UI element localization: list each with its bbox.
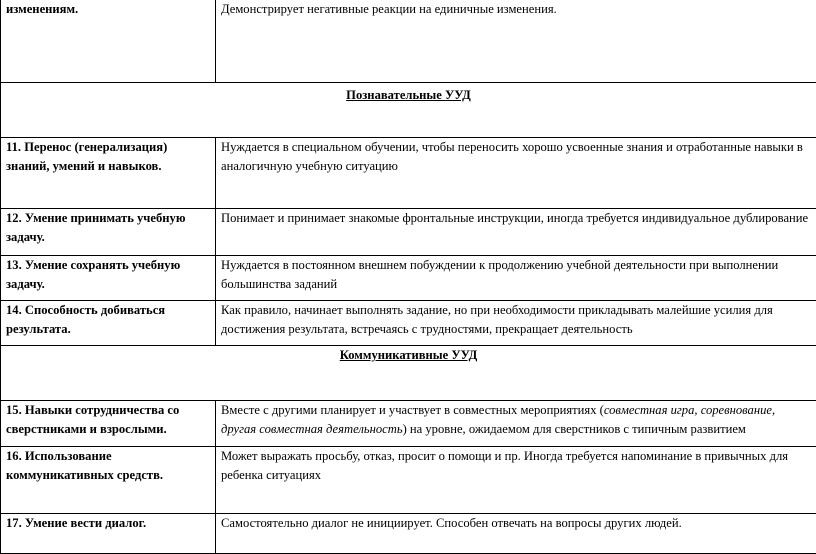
table-row: [1, 256, 816, 301]
section-heading-communicative: Коммуникативные УУД: [1, 346, 816, 401]
criterion-description: Нуждается в специальном обучении, чтобы переносить хорошо усвоенные знания и отработанные навыки в аналогичную учебную ситуацию: [216, 138, 816, 209]
criterion-description: Понимает и принимает знакомые фронтальные инструкции, иногда требуется индивидуальное дублирование: [216, 209, 816, 256]
criterion-label: 16. Использование коммуникативных средств.: [1, 447, 216, 514]
criterion-description: Демонстрирует негативные реакции на единичные изменения.: [216, 0, 816, 83]
section-row: [1, 346, 816, 401]
criterion-label: изменениям.: [1, 0, 216, 83]
criterion-label: 13. Умение сохранять учебную задачу.: [1, 256, 216, 301]
table-row: [1, 138, 816, 209]
criterion-description: Нуждается в постоянном внешнем побуждении к продолжению учебной деятельности при выполнении большинства заданий: [216, 256, 816, 301]
criterion-label: 12. Умение принимать учебную задачу.: [1, 209, 216, 256]
criterion-description: Как правило, начинает выполнять задание, но при необходимости прикладывать малейшие усилия для достижения результата, встречаясь с трудностями, прекращает деятельность: [216, 301, 816, 346]
table-row: [1, 401, 816, 447]
description-italic-text: совместная игра, соревнование, другая совместная деятельность: [221, 403, 775, 436]
criterion-label: 17. Умение вести диалог.: [1, 514, 216, 554]
table-row: [1, 0, 816, 83]
description-text: ) на уровне, ожидаемом для сверстников с типичным развитием: [403, 422, 746, 436]
criterion-description: Самостоятельно диалог не инициирует. Способен отвечать на вопросы других людей.: [216, 514, 816, 554]
table-row: [1, 301, 816, 346]
criterion-label: 11. Перенос (генерализация) знаний, умений и навыков.: [1, 138, 216, 209]
section-heading-cognitive: Познавательные УУД: [1, 83, 816, 138]
criterion-label: 14. Способность добиваться результата.: [1, 301, 216, 346]
criterion-label: 15. Навыки сотрудничества со сверстниками и взрослыми.: [1, 401, 216, 447]
table-row: [1, 447, 816, 514]
description-text: Вместе с другими планирует и участвует в совместных мероприятиях (: [221, 403, 604, 417]
section-row: [1, 83, 816, 138]
criterion-description: Может выражать просьбу, отказ, просит о помощи и пр. Иногда требуется напоминание в привычных для ребенка ситуациях: [216, 447, 816, 514]
criterion-description: [216, 401, 816, 447]
table-row: [1, 209, 816, 256]
